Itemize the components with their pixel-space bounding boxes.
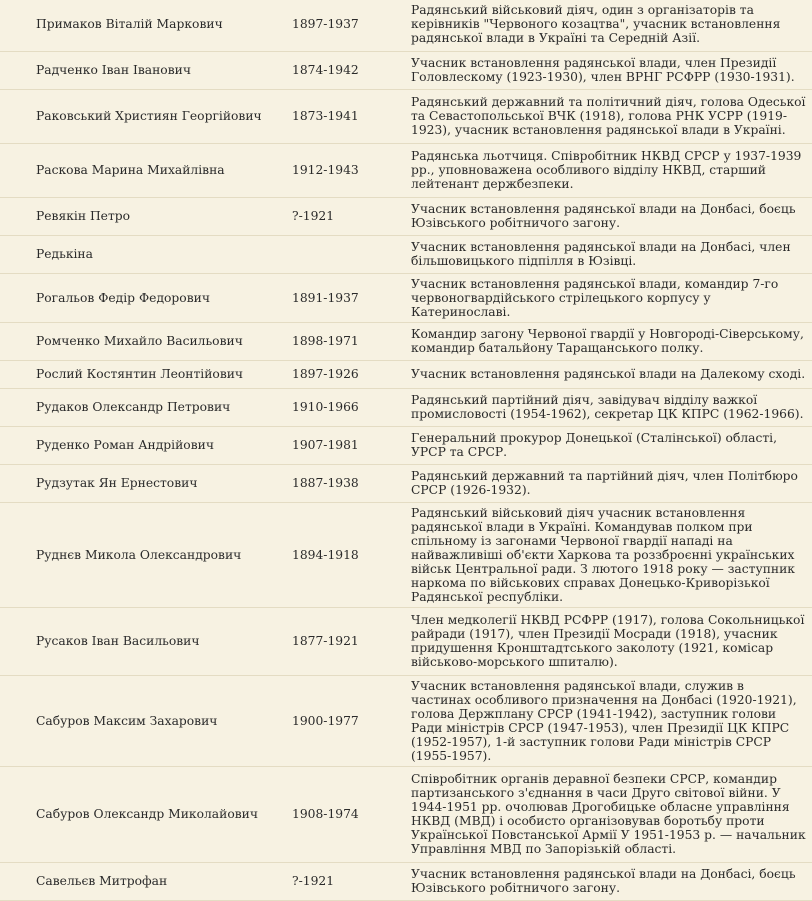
person-name: Ромченко Михайло Васильович bbox=[0, 322, 290, 360]
person-name: Ревякін Петро bbox=[0, 197, 290, 235]
person-name: Савельєв Митрофан bbox=[0, 862, 290, 900]
person-years: ?-1921 bbox=[290, 197, 411, 235]
person-years: 1897-1926 bbox=[290, 360, 411, 388]
person-description: Радянський військовий діяч, один з організаторів та керівників "Червоного козацтва", учасник встановлення радянської влади в Україні та Середній Азії. bbox=[411, 0, 812, 51]
person-description: Радянський партійний діяч, завідувач відділу важкої промисловості (1954-1962), секретар ЦК КПРС (1962-1966). bbox=[411, 388, 812, 426]
person-name: Сабуров Максим Захарович bbox=[0, 675, 290, 766]
person-years: 1908-1974 bbox=[290, 766, 411, 862]
person-years: 1910-1966 bbox=[290, 388, 411, 426]
person-name: Радченко Іван Іванович bbox=[0, 51, 290, 89]
table-row bbox=[0, 388, 812, 426]
person-name: Руднєв Микола Олександрович bbox=[0, 502, 290, 607]
table-row bbox=[0, 0, 812, 51]
person-description: Радянський державний та політичний діяч, голова Одеської та Севастопольської ВЧК (1918), голова РНК УСРР (1919-1923), учасник встановлення радянської влади в Україні. bbox=[411, 89, 812, 143]
person-name: Раскова Марина Михайлівна bbox=[0, 143, 290, 197]
person-description: Учасник встановлення радянської влади, член Президії Головлескому (1923-1930), член ВРНГ РСФРР (1930-1931). bbox=[411, 51, 812, 89]
person-name: Рудаков Олександр Петрович bbox=[0, 388, 290, 426]
person-years: 1873-1941 bbox=[290, 89, 411, 143]
person-description: Радянський державний та партійний діяч, член Політбюро СРСР (1926-1932). bbox=[411, 464, 812, 502]
table-row bbox=[0, 502, 812, 607]
table-row bbox=[0, 197, 812, 235]
person-description: Радянська льотчиця. Співробітник НКВД СРСР у 1937-1939 рр., уповноважена особливого відділу НКВД, старший лейтенант держбезпеки. bbox=[411, 143, 812, 197]
person-name: Редькіна bbox=[0, 235, 290, 273]
person-description: Учасник встановлення радянської влади, командир 7-го червоногвардійського стрілецького корпусу у Катеринославі. bbox=[411, 273, 812, 322]
person-years: 1897-1937 bbox=[290, 0, 411, 51]
person-name: Сабуров Олександр Миколайович bbox=[0, 766, 290, 862]
person-name: Рогальов Федір Федорович bbox=[0, 273, 290, 322]
table-row bbox=[0, 89, 812, 143]
table-row bbox=[0, 273, 812, 322]
table-row bbox=[0, 143, 812, 197]
person-years: 1887-1938 bbox=[290, 464, 411, 502]
table-row bbox=[0, 766, 812, 862]
person-description: Учасник встановлення радянської влади на Далекому сході. bbox=[411, 360, 812, 388]
person-description: Учасник встановлення радянської влади, служив в частинах особливого призначення на Донбасі (1920-1921), голова Держплану СРСР (1941-1942), заступник голови Ради міністрів СРСР (1947-1953), член Президії ЦК КПРС (1952-1957), 1-й заступник голови Ради міністрів СРСР (1955-1957). bbox=[411, 675, 812, 766]
person-years: 1894-1918 bbox=[290, 502, 411, 607]
person-years: 1874-1942 bbox=[290, 51, 411, 89]
person-years: ?-1921 bbox=[290, 862, 411, 900]
table-row bbox=[0, 675, 812, 766]
person-years: 1877-1921 bbox=[290, 607, 411, 675]
person-description: Генеральний прокурор Донецької (Сталінської) області, УРСР та СРСР. bbox=[411, 426, 812, 464]
table-row bbox=[0, 360, 812, 388]
person-years: 1912-1943 bbox=[290, 143, 411, 197]
table-row bbox=[0, 51, 812, 89]
person-description: Учасник встановлення радянської влади на Донбасі, член більшовицького підпілля в Юзівці. bbox=[411, 235, 812, 273]
table-row bbox=[0, 607, 812, 675]
person-years: 1891-1937 bbox=[290, 273, 411, 322]
person-name: Рослий Костянтин Леонтійович bbox=[0, 360, 290, 388]
table-row bbox=[0, 235, 812, 273]
person-description: Співробітник органів деравної безпеки СРСР, командир партизанського з'єднання в часи Друго світової війни. У 1944-1951 рр. очолював Дрогобицьке обласне управління НКВД (МВД) і особисто організовував боротьбу проти Української Повстанської Армії У 1951-1953 р. — начальник Управління МВД по Запорізькій області. bbox=[411, 766, 812, 862]
table-row bbox=[0, 426, 812, 464]
person-name: Рудзутак Ян Ернестович bbox=[0, 464, 290, 502]
person-description: Член медколегії НКВД РСФРР (1917), голова Сокольницької райради (1917), член Президії Мосради (1918), учасник придушення Кронштадтського заколоту (1921, комісар військово-морського шпиталю). bbox=[411, 607, 812, 675]
person-years bbox=[290, 235, 411, 273]
person-name: Руденко Роман Андрійович bbox=[0, 426, 290, 464]
person-years: 1898-1971 bbox=[290, 322, 411, 360]
person-name: Раковський Християн Георгійович bbox=[0, 89, 290, 143]
person-description: Учасник встановлення радянської влади на Донбасі, боєць Юзівського робітничого загону. bbox=[411, 862, 812, 900]
table-row bbox=[0, 464, 812, 502]
person-description: Учасник встановлення радянської влади на Донбасі, боєць Юзівського робітничого загону. bbox=[411, 197, 812, 235]
table-row bbox=[0, 322, 812, 360]
person-name: Русаков Іван Васильович bbox=[0, 607, 290, 675]
person-name: Примаков Віталій Маркович bbox=[0, 0, 290, 51]
table-row bbox=[0, 862, 812, 900]
person-years: 1900-1977 bbox=[290, 675, 411, 766]
person-description: Радянський військовий діяч учасник встановлення радянської влади в Україні. Командував полком при спільному із загонами Червоної гвардії нападі на найважливіші об'єкти Харкова та роззброєнні українських військ Центральної ради. З лютого 1918 року — заступник наркома по військових справах Донецько-Криворізької Радянської республіки. bbox=[411, 502, 812, 607]
person-description: Командир загону Червоної гвардії у Новгороді-Сіверському, командир батальйону Таращанського полку. bbox=[411, 322, 812, 360]
person-years: 1907-1981 bbox=[290, 426, 411, 464]
